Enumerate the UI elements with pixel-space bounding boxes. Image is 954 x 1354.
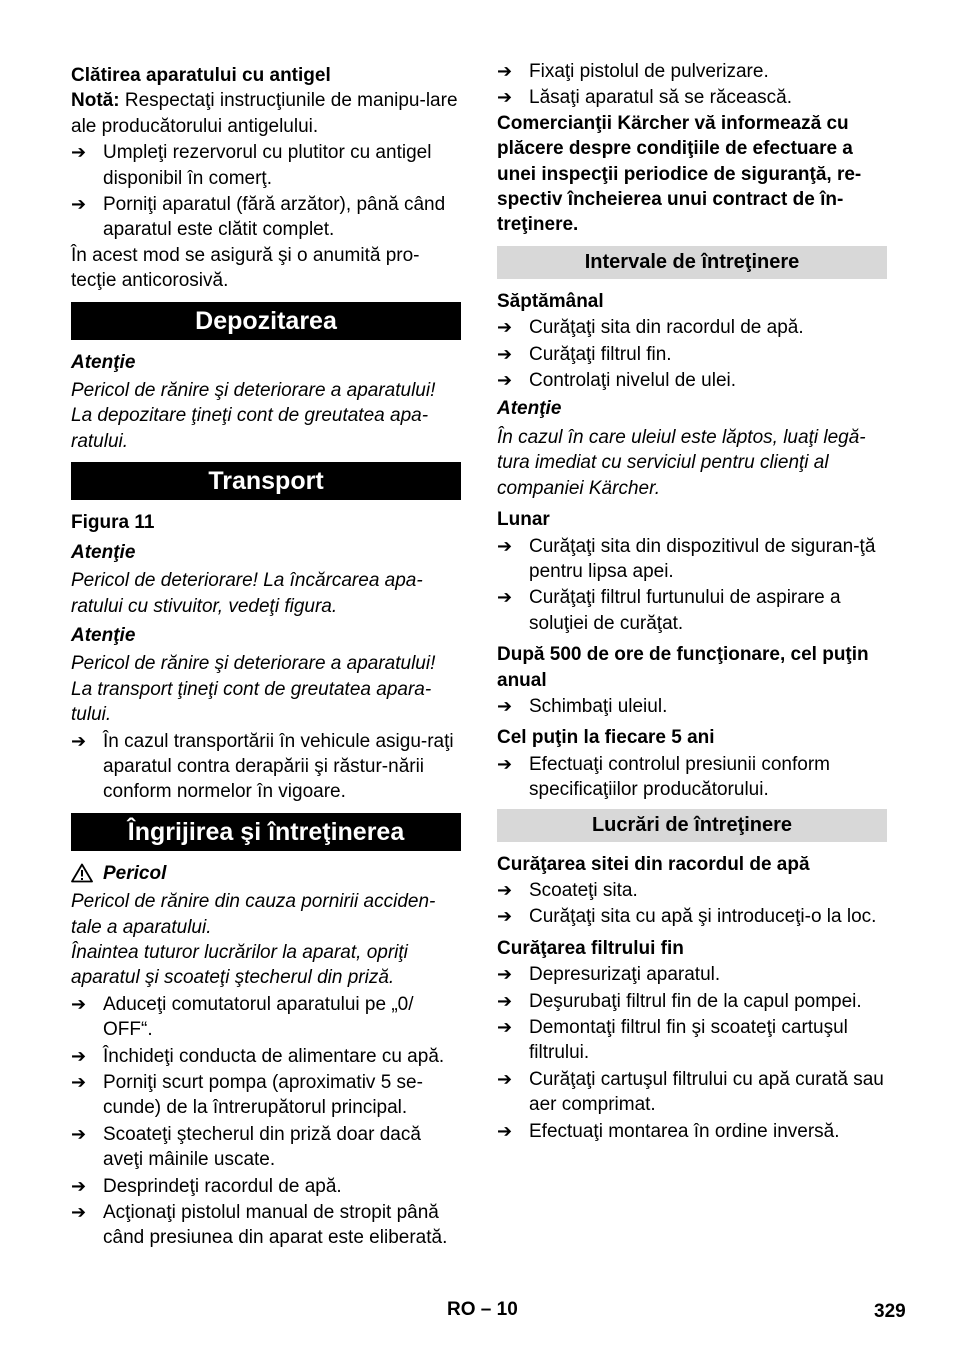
step-text: Aduceţi comutatorul aparatului pe „0/ OFF“.	[103, 993, 414, 1041]
storage-section-title: Depozitarea	[71, 302, 461, 340]
rinse-protection-note: În acest mod se asigură şi o anumită pro-tecţie anticorosivă.	[71, 244, 420, 292]
step-text: Curăţaţi filtrul furtunului de aspirare a soluţiei de curăţat.	[529, 587, 841, 634]
arrow-right-icon: ➔	[497, 753, 513, 774]
step-item	[497, 904, 887, 929]
step-text: Porniţi aparatul (fără arzător), până când aparatul este clătit complet.	[103, 194, 446, 241]
step-item	[71, 992, 461, 1043]
step-text: Porniţi scurt pompa (aproximativ 5 se-cunde) de la întrerupătorul principal.	[103, 1072, 423, 1119]
five-years-step-list	[497, 752, 887, 803]
weekly-step-list	[497, 315, 887, 393]
step-text: Curăţaţi sita cu apă şi introduceţi-o la loc.	[529, 906, 877, 928]
note-label: Notă:	[71, 90, 120, 112]
rinse-note	[71, 88, 461, 139]
arrow-right-icon: ➔	[497, 535, 513, 556]
step-text: În cazul transportării în vehicule asigu-raţi aparatul contra derapării şi răstur-nării conform normelor în vigoare.	[103, 730, 454, 803]
five-years-heading: Cel puţin la fiecare 5 ani	[497, 727, 715, 749]
step-item	[71, 1044, 461, 1069]
arrow-right-icon: ➔	[497, 1068, 513, 1089]
maintenance-works-section-title: Lucrări de întreţinere	[497, 809, 887, 842]
arrow-right-icon: ➔	[71, 1072, 87, 1092]
step-item	[497, 694, 887, 719]
arrow-right-icon: ➔	[71, 1175, 87, 1196]
hours-step-list	[497, 694, 887, 719]
step-item	[71, 1174, 461, 1199]
note-text: Respectaţi instrucţiunile de manipu-lare ale producătorului antigelului.	[71, 90, 458, 137]
step-item	[497, 315, 887, 340]
storage-caution-label: Atenţie	[71, 351, 136, 373]
step-text: Depresurizaţi aparatul.	[529, 964, 721, 986]
arrow-right-icon: ➔	[71, 730, 87, 751]
arrow-right-icon: ➔	[71, 142, 87, 163]
arrow-right-icon: ➔	[497, 587, 513, 608]
step-text: Acţionaţi pistolul manual de stropit până când presiunea din aparat este eliberată.	[103, 1202, 448, 1249]
step-text: Scoateţi ştecherul din priză doar dacă aveţi mâinile uscate.	[103, 1123, 421, 1171]
weekly-caution-label: Atenţie	[497, 398, 562, 420]
arrow-right-icon: ➔	[71, 194, 87, 215]
step-text: Lăsaţi aparatul să se răcească.	[529, 87, 792, 109]
filter-step-list	[497, 962, 887, 1144]
arrow-right-icon: ➔	[497, 695, 513, 716]
step-item	[71, 1200, 461, 1251]
step-item	[497, 752, 887, 803]
step-item	[497, 962, 887, 987]
transport-caution1-text: Pericol de deteriorare! La încărcarea apa-ratului cu stivuitor, vedeţi figura.	[71, 570, 423, 617]
danger-text-accidental-start: Pericol de rănire din cauza pornirii acciden-tale a aparatului.	[71, 891, 436, 938]
monthly-step-list	[497, 534, 887, 637]
step-text: Curăţaţi filtrul fin.	[529, 343, 672, 365]
step-item	[71, 1122, 461, 1173]
step-text: Fixaţi pistolul de pulverizare.	[529, 61, 769, 82]
arrow-right-icon: ➔	[497, 61, 513, 81]
care-step-list	[71, 992, 461, 1251]
step-text: Efectuaţi montarea în ordine inversă.	[529, 1120, 840, 1142]
rinse-step-list	[71, 140, 461, 243]
arrow-right-icon: ➔	[497, 1120, 513, 1141]
step-item	[497, 585, 887, 636]
step-text: Deşurubaţi filtrul fin de la capul pompei.	[529, 990, 862, 1012]
step-item	[71, 140, 461, 191]
storage-caution-text: Pericol de rănire şi deteriorare a aparatului! La depozitare ţineţi cont de greutatea apa-ratului.	[71, 380, 436, 452]
arrow-right-icon: ➔	[71, 1045, 87, 1066]
arrow-right-icon: ➔	[497, 370, 513, 391]
step-item	[71, 1070, 461, 1121]
karcher-inspection-note: Comercianţii Kärcher vă informează cu plăcere despre condiţiile de efectuare a unei inspecţii periodice de siguranţă, re-spectiv încheierea unui contract de în-treţinere.	[497, 112, 862, 236]
step-text: Desprindeţi racordul de apă.	[103, 1175, 342, 1197]
step-item	[497, 878, 887, 903]
monthly-heading: Lunar	[497, 509, 550, 531]
arrow-right-icon: ➔	[71, 993, 87, 1014]
sieve-step-list	[497, 878, 887, 930]
care-section-title: Îngrijirea şi întreţinerea	[71, 813, 461, 851]
danger-text-unplug: Înaintea tuturor lucrărilor la aparat, opriţi aparatul şi scoateţi ştecherul din priză.	[71, 941, 408, 989]
danger-heading	[71, 861, 461, 886]
step-text: Scoateţi sita.	[529, 879, 638, 901]
arrow-right-icon: ➔	[497, 990, 513, 1011]
step-item	[497, 85, 887, 110]
arrow-right-icon: ➔	[497, 343, 513, 364]
step-item	[71, 192, 461, 243]
sieve-cleaning-heading: Curăţarea sitei din racordul de apă	[497, 853, 810, 875]
arrow-right-icon: ➔	[497, 317, 513, 338]
warning-triangle-icon	[71, 863, 93, 883]
arrow-right-icon: ➔	[497, 879, 513, 900]
hours-heading: După 500 de ore de funcţionare, cel puţin anual	[497, 644, 869, 691]
transport-caution2-label: Atenţie	[71, 624, 136, 646]
rinse-heading: Clătirea aparatului cu antigel	[71, 65, 331, 86]
danger-label: Pericol	[103, 862, 167, 884]
step-item	[497, 368, 887, 393]
step-text: Curăţaţi sita din dispozitivul de siguran-ţă pentru lipsa apei.	[529, 535, 876, 582]
step-text: Umpleţi rezervorul cu plutitor cu antigel disponibil în comerţ.	[103, 142, 432, 189]
left-column	[71, 63, 461, 1251]
step-item	[497, 989, 887, 1014]
arrow-right-icon: ➔	[497, 1017, 513, 1037]
top-step-list	[497, 59, 887, 111]
step-text: Închideţi conducta de alimentare cu apă.	[103, 1045, 445, 1067]
step-item	[497, 1015, 887, 1066]
step-text: Curăţaţi cartuşul filtrului cu apă curată sau aer comprimat.	[529, 1068, 884, 1116]
right-column	[497, 58, 887, 1144]
step-text: Demontaţi filtrul fin şi scoateţi cartuşul filtrului.	[529, 1017, 848, 1064]
intervals-section-title: Intervale de întreţinere	[497, 246, 887, 279]
transport-caution2-text: Pericol de rănire şi deteriorare a aparatului! La transport ţineţi cont de greutatea apara-tului.	[71, 653, 436, 726]
step-text: Curăţaţi sita din racordul de apă.	[529, 317, 804, 339]
step-item	[497, 342, 887, 367]
filter-cleaning-heading: Curăţarea filtrului fin	[497, 937, 684, 959]
step-text: Efectuaţi controlul presiunii conform specificaţiilor producătorului.	[529, 753, 830, 801]
weekly-heading: Săptămânal	[497, 290, 604, 312]
step-item	[497, 59, 887, 84]
step-item	[497, 1067, 887, 1118]
step-text: Controlaţi nivelul de ulei.	[529, 370, 737, 392]
footer-section-label: RO – 10	[447, 1299, 518, 1320]
arrow-right-icon: ➔	[497, 964, 513, 985]
step-item	[497, 1119, 887, 1144]
transport-caution1-label: Atenţie	[71, 541, 136, 563]
step-item	[71, 729, 461, 805]
arrow-right-icon: ➔	[497, 906, 513, 927]
step-item	[497, 534, 887, 585]
transport-section-title: Transport	[71, 462, 461, 500]
arrow-right-icon: ➔	[71, 1123, 87, 1144]
arrow-right-icon: ➔	[71, 1202, 87, 1223]
footer-page-number: 329	[874, 1301, 906, 1322]
figure-reference: Figura 11	[71, 512, 155, 534]
arrow-right-icon: ➔	[497, 87, 513, 108]
step-text: Schimbaţi uleiul.	[529, 695, 668, 717]
transport-step-list	[71, 729, 461, 805]
weekly-caution-text: În cazul în care uleiul este lăptos, luaţi legă-tura imediat cu serviciul pentru clienţi al companiei Kärcher.	[497, 426, 866, 499]
